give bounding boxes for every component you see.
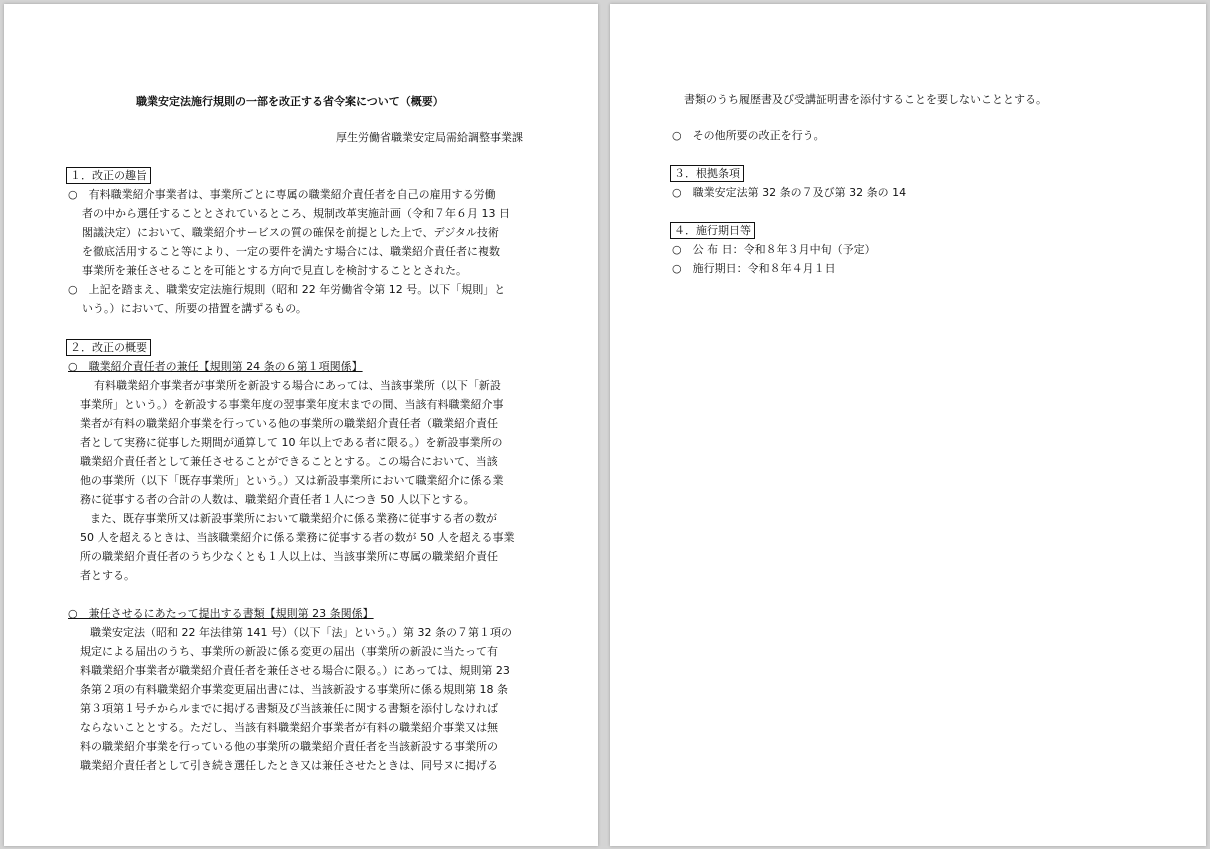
- text-line: 料の職業紹介事業を行っている他の事業所の職業紹介責任者を当該新設する事業所の: [80, 740, 498, 753]
- text-line: 事業所を兼任させることを可能とする方向で見直しを検討することとされた。: [82, 264, 467, 277]
- other-revisions-item: ○ その他所要の改正を行う。: [672, 129, 825, 142]
- document-page-1: [4, 4, 598, 846]
- section-2-item-2-body: [80, 623, 512, 775]
- text-line: また、既存事業所又は新設事業所において職業紹介に係る業務に従事する者の数が: [90, 512, 497, 525]
- section-2-item-1-body: [80, 376, 514, 585]
- section-2-item-2-heading: ○ 兼任させるにあたって提出する書類【規則第 23 条関係】: [68, 607, 374, 620]
- list-item: ○ 公 布 日：令和８年３月中旬（予定）: [672, 243, 876, 256]
- text-line: 者とする。: [80, 569, 135, 582]
- text-line: いう。）において、所要の措置を講ずるもの。: [82, 302, 307, 315]
- text-line: 事業所」という。）を新設する事業年度の翌事業年度末までの間、当該有料職業紹介事: [80, 398, 504, 411]
- list-item: ○ 施行期日：令和８年４月１日: [672, 262, 836, 275]
- section-1-paragraph-1: [68, 185, 510, 280]
- text-line: 規定による届出のうち、事業所の新設に係る変更の届出（事業所の新設に当たって有: [80, 645, 498, 658]
- text-line: 業者が有料の職業紹介事業を行っている他の事業所の職業紹介責任者（職業紹介責任: [80, 417, 498, 430]
- document-title: 職業安定法施行規則の一部を改正する省令案について（概要）: [136, 95, 444, 108]
- text-line: 有料職業紹介事業者が事業所を新設する場合にあっては、当該事業所（以下「新設: [94, 379, 501, 392]
- section-1-heading: １．改正の趣旨: [66, 167, 151, 184]
- text-line: 職業紹介責任者として兼任させることができることとする。この場合において、当該: [80, 455, 498, 468]
- text-line: 他の事業所（以下「既存事業所」という。）又は新設事業所において職業紹介に係る業: [80, 474, 504, 487]
- text-line: 料職業紹介事業者が職業紹介責任者を兼任させる場合に限る。）にあっては、規則第 23: [80, 664, 510, 677]
- text-line: 職業安定法（昭和 22 年法律第 141 号）（以下「法」という。）第 32 条の７第１項の: [90, 626, 512, 639]
- section-2-item-1-heading: ○ 職業紹介責任者の兼任【規則第 24 条の６第１項関係】: [68, 360, 363, 373]
- text-line: 所の職業紹介責任者のうち少なくとも１人以上は、当該事業所に専属の職業紹介責任: [80, 550, 498, 563]
- section-1-paragraph-2: [68, 280, 505, 318]
- document-page-2: [610, 4, 1206, 846]
- text-line: 閣議決定）において、職業紹介サービスの質の確保を前提とした上で、デジタル技術: [82, 226, 499, 239]
- text-line: 条第２項の有料職業紹介事業変更届出書には、当該新設する事業所に係る規則第 18 条: [80, 683, 508, 696]
- section-3-heading: ３．根拠条項: [670, 165, 744, 182]
- section-3-item: ○ 職業安定法第 32 条の７及び第 32 条の 14: [672, 186, 907, 199]
- text-line: ○ 有料職業紹介事業者は、事業所ごとに専属の職業紹介責任者を自己の雇用する労働: [68, 188, 496, 201]
- continuation-text: 書類のうち履歴書及び受講証明書を添付することを要しないこととする。: [684, 93, 1047, 106]
- text-line: 50 人を超えるときは、当該職業紹介に係る業務に従事する者の数が 50 人を超える事業: [80, 531, 515, 544]
- text-line: ○ 上記を踏まえ、職業安定法施行規則（昭和 22 年労働省令第 12 号。以下「規則」と: [68, 283, 506, 296]
- department-name: 厚生労働省職業安定局需給調整事業課: [336, 131, 523, 144]
- text-line: を徹底活用すること等により、一定の要件を満たす場合には、職業紹介責任者に複数: [82, 245, 500, 258]
- section-4-items: [672, 240, 876, 278]
- text-line: ならないこととする。ただし、当該有料職業紹介事業者が有料の職業紹介事業又は無: [80, 721, 498, 734]
- text-line: 職業紹介責任者として引き続き選任したとき又は兼任させたときは、同号ヌに掲げる: [80, 759, 498, 772]
- section-4-heading: ４．施行期日等: [670, 222, 755, 239]
- text-line: 務に従事する者の合計の人数は、職業紹介責任者１人につき 50 人以下とする。: [80, 493, 475, 506]
- text-line: 第３項第１号チからルまでに掲げる書類及び当該兼任に関する書類を添付しなければ: [80, 702, 498, 715]
- section-2-heading: ２．改正の概要: [66, 339, 151, 356]
- text-line: 者として実務に従事した期間が通算して 10 年以上である者に限る。）を新設事業所の: [80, 436, 503, 449]
- text-line: 者の中から選任することとされているところ、規制改革実施計画（令和７年６月 13 日: [82, 207, 510, 220]
